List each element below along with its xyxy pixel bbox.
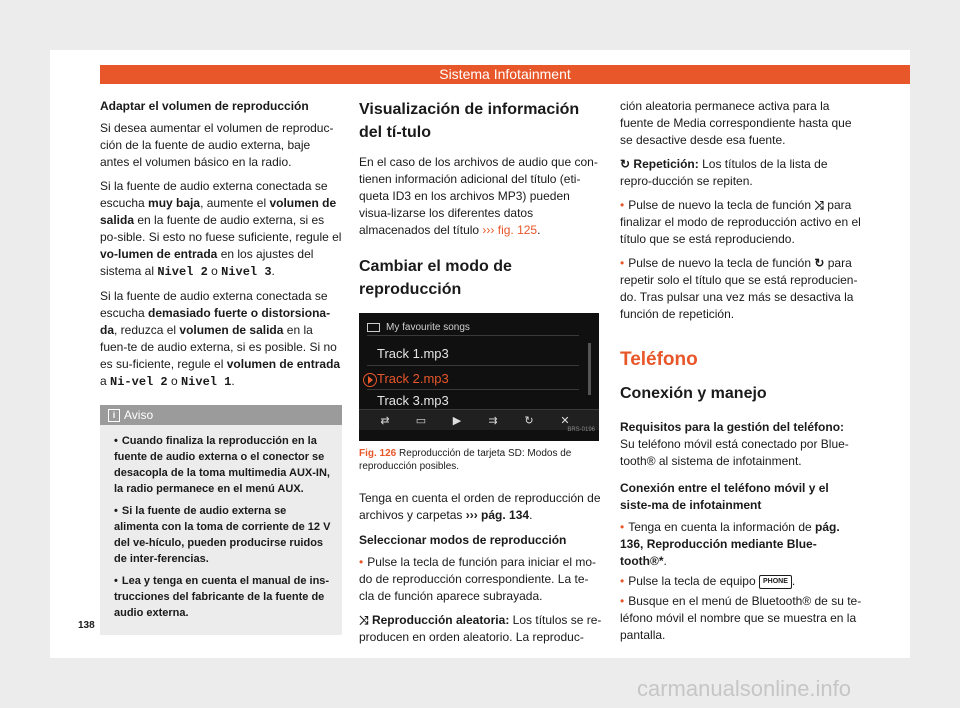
repeat-text: ↻ Repetición: Los títulos de la lista de repro-ducción se repiten. <box>620 157 828 188</box>
bullet-icon: • <box>620 256 625 270</box>
divider <box>367 389 579 390</box>
bullet-icon: • <box>620 198 625 212</box>
divider <box>367 335 579 336</box>
column-2 <box>359 98 603 653</box>
volume-p1: Si desea aumentar el volumen de reproduc-ción de la fuente de audio externa, baje antes el volumen básico en la radio. <box>100 121 334 169</box>
close-icon[interactable]: ✕ <box>560 415 570 427</box>
connection-heading: Conexión y manejo <box>620 385 767 402</box>
random-cont: ción aleatoria permanece activa para la fuente de Media correspondiente hasta que se desactive desde esa fuente. <box>620 99 852 147</box>
repeat-icon[interactable]: ↻ <box>524 415 534 427</box>
function-bar <box>359 409 599 430</box>
page-134-link[interactable]: ››› pág. 134 <box>465 508 530 522</box>
divider <box>367 365 579 366</box>
figure-code: BRS-0196 <box>567 427 595 433</box>
playback-mode-heading: Cambiar el modo de reproducción <box>359 258 512 298</box>
figure-caption: Fig. 126 Reproducción de tarjeta SD: Modos de reproducción posibles. <box>359 448 572 472</box>
folder-browse-icon[interactable]: ▭ <box>415 415 427 427</box>
folder-icon <box>367 323 380 332</box>
conn-step-3: • Busque en el menú de Bluetooth® de su te-léfono móvil el nombre que se muestra en la pantalla. <box>620 594 862 642</box>
screen-title: My favourite songs <box>367 319 470 336</box>
shuffle-off-bullet: • Pulse de nuevo la tecla de función ⤨ para finalizar el modo de reproducción activo en el título que se está reproduciendo. <box>620 198 861 246</box>
column-3 <box>620 98 862 651</box>
track-item[interactable]: Track 1.mp3 <box>377 346 449 361</box>
bullet-icon: • <box>620 520 625 534</box>
volume-p3: Si la fuente de audio externa conectada se escucha demasiado fuerte o distorsiona-da, reduzca el volumen de salida en la fuen-te de audio externa, si es posible. Si no es su-ficiente, regule el volumen de entrada a Ni-vel 2 o Nivel 1. <box>100 289 341 389</box>
notice-item: • Cuando finaliza la reproducción en la fuente de audio externa o el conector se desacopla de la toma multimedia AUX-IN, la radio permanece en el menú AUX. <box>114 435 330 495</box>
requirements-text: Requisitos para la gestión del teléfono: Su teléfono móvil está conectado por Blue-tooth® al sistema de infotainment. <box>620 420 849 468</box>
track-item[interactable]: Track 3.mp3 <box>377 393 449 408</box>
repeat-icon: ↻ <box>620 157 631 171</box>
shuffle-icon: ⤨ <box>814 198 824 212</box>
shuffle-icon: ⤨ <box>359 613 369 627</box>
notice-item: • Si la fuente de audio externa se alimenta con la toma de corriente de 12 V del ve-hículo, pueden producirse ruidos de inter-ferencias. <box>114 505 331 565</box>
bullet-icon: • <box>114 435 118 447</box>
volume-p2: Si la fuente de audio externa conectada se escucha muy baja, aumente el volumen de salida en la fuente de audio externa, si es po-sible. Si esto no fuese suficiente, regule el vo-lumen de entrada en los ajustes del sistema al Nivel 2 o Nivel 3. <box>100 179 342 279</box>
info-icon: i <box>108 409 120 422</box>
bullet-icon: • <box>620 594 625 608</box>
notice-box <box>100 405 342 635</box>
play-icon[interactable]: ▶ <box>452 415 462 427</box>
notice-title: Aviso <box>124 408 154 422</box>
order-text: Tenga en cuenta el orden de reproducción de archivos y carpetas ››› pág. 134. <box>359 491 601 522</box>
play-circle-icon <box>363 373 377 387</box>
bluetooth-page-link[interactable]: pág. 136, Reproducción mediante Blue-tooth®* <box>620 520 840 568</box>
page-number: 138 <box>78 620 95 631</box>
repeat-bullet: • Pulse de nuevo la tecla de función ↻ para repetir solo el título que se está reproducien-do. Tras pulsar una vez más se desactiva la función de repetición. <box>620 256 858 321</box>
scrollbar[interactable] <box>588 343 591 395</box>
phone-heading: Teléfono <box>620 349 698 370</box>
bullet-icon: • <box>620 574 625 588</box>
bullet-icon: • <box>114 505 118 517</box>
bullet-icon: • <box>114 575 118 587</box>
watermark: carmanualsonline.info <box>637 676 852 701</box>
page-sheet <box>50 50 910 658</box>
notice-item: • Lea y tenga en cuenta el manual de ins-trucciones del fabricante de la fuente de audio externa. <box>114 575 330 619</box>
select-modes-bullet: • Pulse la tecla de función para iniciar el mo-do de reproducción correspondiente. La te-cla de función aparece subrayada. <box>359 555 596 603</box>
random-text: ⤨ Reproducción aleatoria: Los títulos se re-producen en orden aleatorio. La reproduc- <box>359 613 602 644</box>
select-modes-heading: Seleccionar modos de reproducción <box>359 533 567 547</box>
conn-step-1: • Tenga en cuenta la información de pág. 136, Reproducción mediante Blue-tooth®*. <box>620 520 840 568</box>
repeat-icon: ↻ <box>814 256 825 270</box>
title-info-heading: Visualización de información del tí-tulo <box>359 101 580 141</box>
conn-step-2: • Pulse la tecla de equipo PHONE . <box>620 574 796 588</box>
notice-body <box>100 425 342 621</box>
notice-header <box>100 405 342 425</box>
volume-title: Adaptar el volumen de reproducción <box>100 99 309 113</box>
infotainment-screen <box>359 313 599 441</box>
connection-subheading: Conexión entre el teléfono móvil y el siste-ma de infotainment <box>620 481 829 512</box>
section-header: Sistema Infotainment <box>100 65 910 84</box>
track-item-selected[interactable]: Track 2.mp3 <box>377 371 449 386</box>
bullet-icon: • <box>359 555 364 569</box>
phone-key-icon: PHONE <box>759 575 792 589</box>
shuffle-icon[interactable]: ⇉ <box>488 415 498 427</box>
fig-125-link[interactable]: ››› fig. 125 <box>482 223 538 237</box>
title-info-text: En el caso de los archivos de audio que con-tienen información adicional del título (eti-queta ID3 en los archivos MP3) pueden visua-lizarse los diferentes datos almacenados del título ››› fig. 125. <box>359 155 598 237</box>
column-1 <box>100 98 342 635</box>
eject-icon[interactable]: ⇄ <box>380 415 390 427</box>
